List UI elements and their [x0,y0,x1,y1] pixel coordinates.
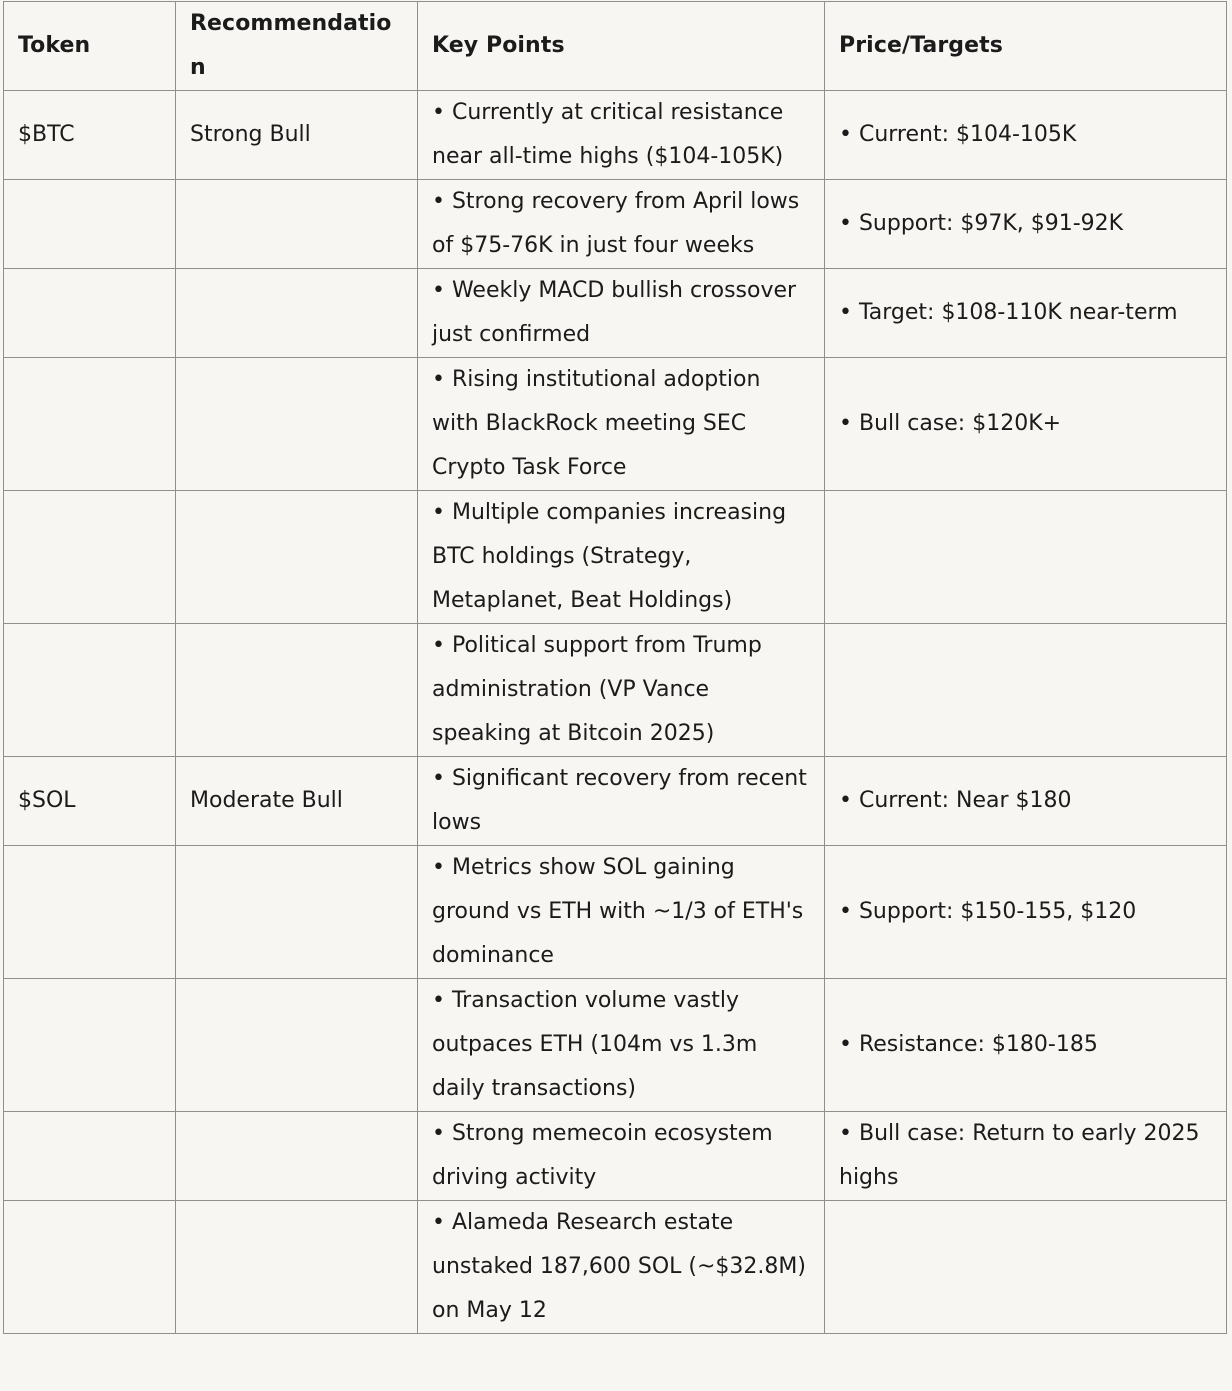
token-cell [4,624,176,757]
table-row [4,757,1227,846]
token-cell [4,846,176,979]
price-target-cell: • Resistance: $180-185 [825,979,1227,1112]
token-cell: $BTC [4,91,176,180]
recommendation-cell [176,1112,418,1201]
recommendation-cell [176,180,418,269]
header-price-targets: Price/Targets [825,2,1227,91]
table-row [4,269,1227,358]
price-target-cell: • Bull case: $120K+ [825,358,1227,491]
key-point-cell: • Strong memecoin ecosystem driving activity [418,1112,825,1201]
recommendation-cell [176,846,418,979]
token-cell [4,1112,176,1201]
price-target-cell: • Support: $97K, $91-92K [825,180,1227,269]
table-row [4,624,1227,757]
table-row [4,358,1227,491]
table-row [4,180,1227,269]
key-point-cell: • Transaction volume vastly outpaces ETH (104m vs 1.3m daily transactions) [418,979,825,1112]
table-row [4,1201,1227,1334]
recommendation-cell [176,269,418,358]
key-point-cell: • Metrics show SOL gaining ground vs ETH with ~1/3 of ETH's dominance [418,846,825,979]
recommendation-cell [176,1201,418,1334]
header-key-points: Key Points [418,2,825,91]
key-point-cell: • Alameda Research estate unstaked 187,600 SOL (~$32.8M) on May 12 [418,1201,825,1334]
table-row [4,846,1227,979]
token-cell [4,979,176,1112]
token-cell [4,1201,176,1334]
key-point-cell: • Strong recovery from April lows of $75-76K in just four weeks [418,180,825,269]
token-cell [4,491,176,624]
header-recommendation: Recommendation [176,2,418,91]
key-point-cell: • Significant recovery from recent lows [418,757,825,846]
crypto-recommendations-table-container [3,1,1226,1391]
recommendation-cell [176,491,418,624]
recommendation-cell: Strong Bull [176,91,418,180]
token-cell [4,269,176,358]
token-cell [4,358,176,491]
key-point-cell: • Weekly MACD bullish crossover just confirmed [418,269,825,358]
token-cell: $SOL [4,757,176,846]
key-point-cell: • Rising institutional adoption with BlackRock meeting SEC Crypto Task Force [418,358,825,491]
price-target-cell: • Current: $104-105K [825,91,1227,180]
token-cell [4,180,176,269]
table-row [4,979,1227,1112]
price-target-cell [825,624,1227,757]
recommendation-cell [176,358,418,491]
crypto-recommendations-table [3,1,1227,1334]
price-target-cell: • Bull case: Return to early 2025 highs [825,1112,1227,1201]
table-row [4,491,1227,624]
header-token: Token [4,2,176,91]
price-target-cell [825,1201,1227,1334]
key-point-cell: • Currently at critical resistance near all-time highs ($104-105K) [418,91,825,180]
price-target-cell: • Support: $150-155, $120 [825,846,1227,979]
recommendation-cell [176,624,418,757]
price-target-cell: • Target: $108-110K near-term [825,269,1227,358]
table-body [4,91,1227,1334]
recommendation-cell [176,979,418,1112]
price-target-cell: • Current: Near $180 [825,757,1227,846]
table-row [4,91,1227,180]
key-point-cell: • Multiple companies increasing BTC holdings (Strategy, Metaplanet, Beat Holdings) [418,491,825,624]
header-row [4,2,1227,91]
recommendation-cell: Moderate Bull [176,757,418,846]
key-point-cell: • Political support from Trump administration (VP Vance speaking at Bitcoin 2025) [418,624,825,757]
table-header [4,2,1227,91]
price-target-cell [825,491,1227,624]
table-row [4,1112,1227,1201]
